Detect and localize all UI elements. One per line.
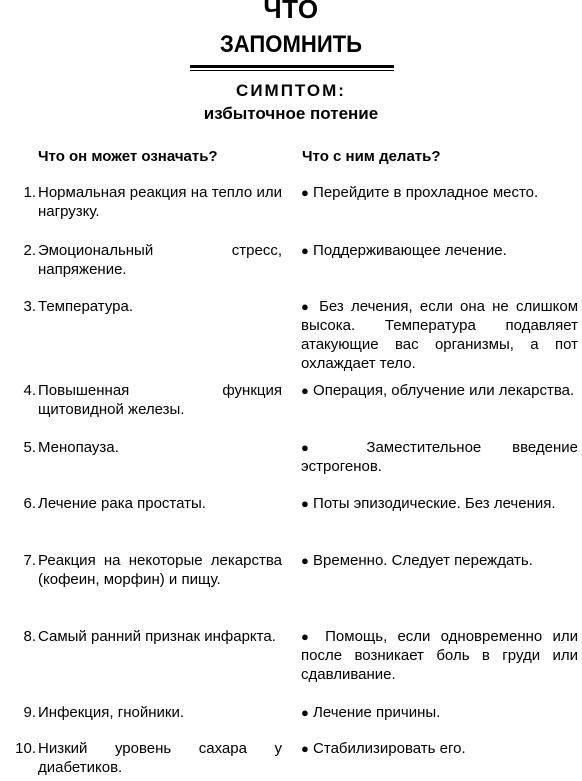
- row-action: ● Временно. Следует переждать.: [301, 552, 533, 569]
- bullet-icon: ●: [301, 440, 336, 455]
- column-header-action: Что с ним делать?: [302, 148, 441, 165]
- symptom-label: СИМПТОМ:: [236, 81, 346, 100]
- row-number: 5.: [23, 439, 36, 456]
- row-cause: Менопауза.: [38, 439, 119, 456]
- row-cause: Реакция на некоторые лекарства (кофеин, морфин) и пищу.: [38, 552, 282, 588]
- row-number: 8.: [23, 628, 36, 645]
- bullet-icon: ●: [301, 496, 309, 511]
- bullet-icon: ●: [301, 741, 309, 756]
- row-action: ● Поты эпизодические. Без лечения.: [301, 495, 556, 512]
- row-number: 1.: [23, 184, 36, 201]
- bullet-icon: ●: [301, 299, 312, 314]
- row-number: 9.: [23, 704, 36, 721]
- column-header-meaning: Что он может означать?: [38, 148, 218, 165]
- row-cause: Температура.: [38, 298, 134, 315]
- row-cause: Нормальная реакция на тепло или нагрузку.: [38, 184, 282, 220]
- symptom-value: избыточное потение: [203, 104, 379, 123]
- bullet-icon: ●: [301, 705, 309, 720]
- bullet-icon: ●: [301, 185, 309, 200]
- row-cause: Самый ранний признак инфаркта.: [38, 628, 276, 645]
- bullet-icon: ●: [301, 553, 309, 568]
- row-action: ● Перейдите в прохладное место.: [301, 184, 539, 201]
- row-action: ● Поддерживающее лечение.: [301, 242, 507, 259]
- row-action: ● Помощь, если одновременно или после возникает боль в груди или сдавливание.: [301, 628, 578, 683]
- row-number: 2.: [23, 242, 36, 259]
- title-top: ЧТО: [263, 0, 319, 24]
- row-number: 7.: [23, 552, 36, 569]
- title-rule-thick: [190, 65, 394, 68]
- row-cause: Повышенная функция щитовидной железы.: [38, 382, 282, 418]
- bullet-icon: ●: [301, 243, 309, 258]
- row-action: ● Операция, облучение или лекарства.: [301, 382, 575, 399]
- page-title: ЗАПОМНИТЬ: [219, 31, 363, 58]
- row-action: ● Заместительное введение эстрогенов.: [301, 439, 579, 475]
- row-number: 10.: [15, 740, 36, 757]
- row-action: ● Без лечения, если она не слишком высока. Температура подавляет атакующие вас организмы, а пот охлаждает тело.: [301, 298, 579, 372]
- row-action: ● Стабилизировать его.: [301, 740, 466, 757]
- row-action: ● Лечение причины.: [301, 704, 441, 721]
- row-cause: Эмоциональный стресс, напряжение.: [38, 242, 282, 278]
- row-number: 4.: [23, 382, 36, 399]
- row-cause: Лечение рака простаты.: [38, 495, 206, 512]
- bullet-icon: ●: [301, 629, 315, 644]
- bullet-icon: ●: [301, 383, 309, 398]
- title-rule-thin: [190, 70, 394, 71]
- row-number: 6.: [23, 495, 36, 512]
- row-cause: Инфекция, гнойники.: [38, 704, 184, 721]
- row-number: 3.: [23, 298, 36, 315]
- row-cause: Низкий уровень сахара у диабетиков.: [38, 740, 282, 776]
